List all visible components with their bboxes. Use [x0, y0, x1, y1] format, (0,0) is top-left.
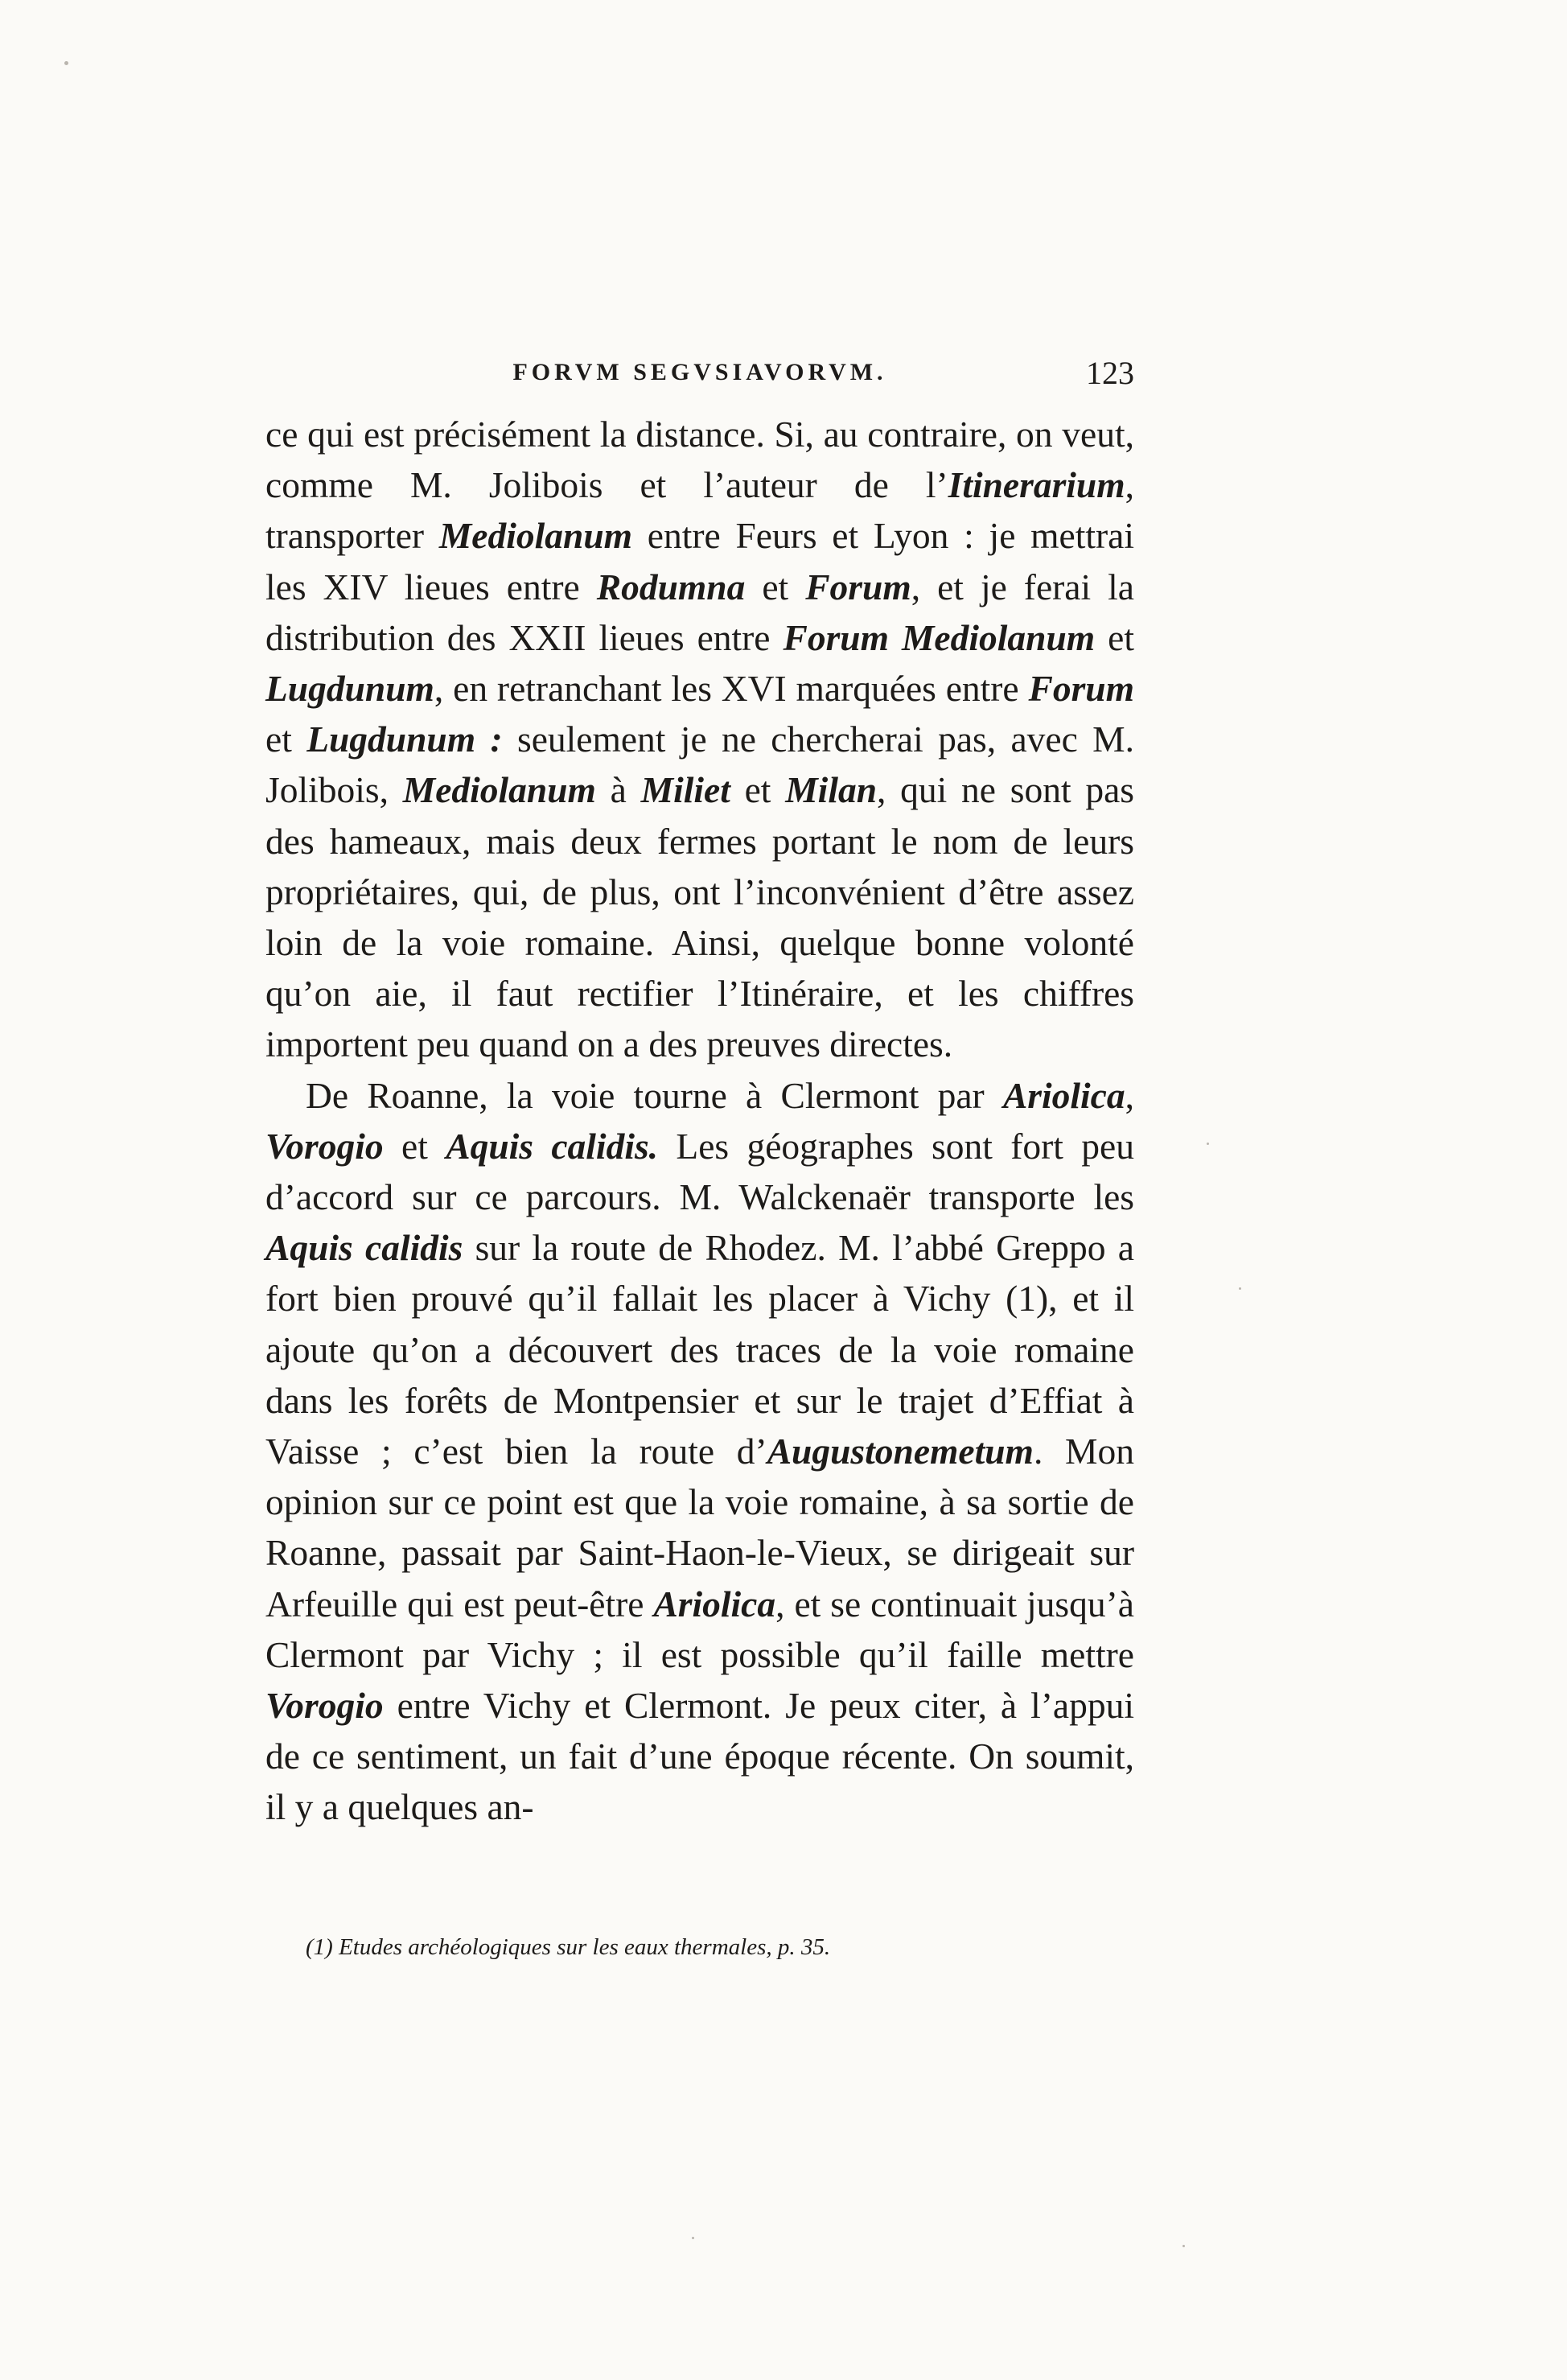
italic-term: Forum: [1028, 668, 1134, 710]
paper-speck: [64, 61, 68, 65]
paragraph: [265, 409, 1134, 1070]
text-run: ce qui est précisément la distance. Si, au contraire, on veut, comme M. Jolibois et l’auteur de l’: [265, 414, 1134, 506]
italic-term: Vorogio: [265, 1125, 384, 1167]
text-run: et: [1095, 616, 1134, 658]
italic-term: Mediolanum: [402, 769, 596, 811]
paper-speck: [1239, 1287, 1241, 1290]
italic-term: Augustonemetum: [767, 1431, 1034, 1472]
text-run: , qui ne sont pas des hameaux, mais deux fermes portant le nom de leurs propriétaires, qui, de plus, ont l’inconvénient d’être assez loin de la voie romaine. Ainsi, quelque bonne volonté qu’on aie, il faut rectifier l’Itinéraire, et les chiffres importent peu quand on a des preuves directes.: [265, 769, 1135, 1065]
italic-term: Miliet: [640, 769, 730, 811]
text-run: et: [383, 1125, 446, 1167]
italic-term: Lugdunum: [265, 668, 434, 710]
italic-term: Aquis calidis: [265, 1227, 463, 1269]
text-run: , et se continuait jusqu’à Clermont par Vichy ; il est possible qu’il faille mettre: [265, 1583, 1134, 1675]
text-run: entre Vichy et Clermont. Je peux citer, à l’appui de ce sentiment, un fait d’une époque récente. On soumit, il y a quelques an-: [265, 1685, 1134, 1828]
page-number: 123: [1086, 355, 1134, 391]
text-run: seulement je ne chercherai pas, avec M. Jolibois,: [265, 719, 1134, 811]
italic-term: Mediolanum: [438, 515, 633, 557]
italic-term: Lugdunum :: [306, 719, 503, 760]
footnote: (1) Etudes archéologiques sur les eaux thermales, p. 35.: [306, 1934, 831, 1960]
body-text: [265, 409, 1134, 1833]
text-run: . Mon opinion sur ce point est que la voie romaine, à sa sortie de Roanne, passait par Saint-Haon-le-Vieux, se dirigeait sur Arfeuille qui est peut-être: [265, 1431, 1134, 1624]
text-run: et: [265, 719, 307, 760]
paper-speck: [1207, 1143, 1209, 1145]
text-run: ,: [1125, 1074, 1134, 1116]
running-head: [265, 354, 1134, 394]
italic-term: Milan: [785, 769, 878, 811]
italic-term: Vorogio: [265, 1685, 384, 1727]
text-run: , et je ferai la distribution des XXII lieues entre: [265, 566, 1134, 658]
text-run: et: [745, 566, 806, 607]
text-run: De Roanne, la voie tourne à Clermont par: [306, 1074, 1003, 1116]
text-run: , transporter: [265, 464, 1134, 557]
running-title: FORVM SEGVSIAVORVM.: [512, 359, 887, 385]
text-run: , en retranchant les XVI marquées entre: [434, 668, 1029, 710]
italic-term: Forum Mediolanum: [783, 616, 1096, 658]
paper-speck: [692, 2237, 694, 2239]
text-run: sur la route de Rhodez. M. l’abbé Greppo a fort bien prouvé qu’il fallait les placer à Vichy (1), et il ajoute qu’on a découvert des traces de la voie romaine dans les forêts de Montpensier et sur le trajet d’Effiat à Vaisse ; c’est bien la route d’: [265, 1227, 1134, 1472]
italic-term: Ariolica: [653, 1583, 776, 1624]
text-run: entre Feurs et Lyon : je mettrai les XIV lieues entre: [265, 515, 1135, 607]
paper-speck: [1182, 2245, 1185, 2247]
text-run: et: [730, 769, 786, 811]
italic-term: Itinerarium: [948, 464, 1125, 506]
italic-term: Ariolica: [1002, 1074, 1125, 1116]
italic-term: Aquis calidis.: [446, 1125, 659, 1167]
italic-term: Forum: [805, 566, 911, 607]
paragraph: [265, 1070, 1134, 1833]
italic-term: Rodumna: [596, 566, 746, 607]
text-run: Les géographes sont fort peu d’accord sur ce parcours. M. Walckenaër transporte les: [265, 1125, 1135, 1218]
text-run: à: [595, 769, 641, 811]
